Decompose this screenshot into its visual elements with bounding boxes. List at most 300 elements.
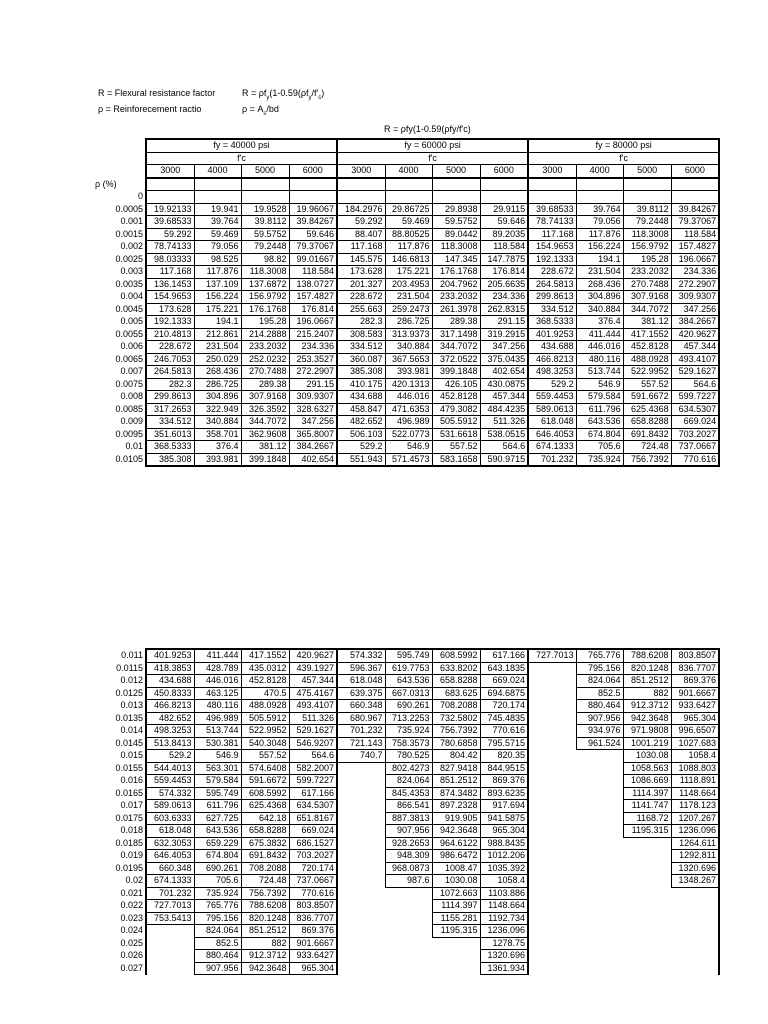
table-cell: 204.7962 bbox=[432, 278, 480, 291]
table-cell: 39.84267 bbox=[671, 203, 719, 216]
fc-value-header: 6000 bbox=[289, 165, 337, 178]
table-row bbox=[94, 328, 719, 341]
table-cell: 919.905 bbox=[432, 812, 480, 825]
table-cell: 1348.267 bbox=[671, 875, 719, 888]
table-cell: 176.814 bbox=[289, 303, 337, 316]
table-cell: 658.8288 bbox=[241, 825, 289, 838]
table-cell: 264.5813 bbox=[146, 366, 194, 379]
fc-label: f'c bbox=[337, 152, 528, 165]
table-cell: 564.6 bbox=[671, 378, 719, 391]
table-cell: 1155.281 bbox=[432, 912, 480, 925]
table-cell: 1030.08 bbox=[623, 750, 671, 763]
blank-header-cell bbox=[289, 178, 337, 191]
fc-value-header: 5000 bbox=[241, 165, 289, 178]
table-cell: 690.261 bbox=[385, 700, 432, 713]
rho-value: 0.0175 bbox=[115, 812, 143, 823]
table-cell: 340.884 bbox=[194, 416, 241, 429]
table-cell: 522.0773 bbox=[385, 428, 432, 441]
table-cell: 351.6013 bbox=[146, 428, 194, 441]
table-cell: 89.0442 bbox=[432, 228, 480, 241]
table-cell: 203.4953 bbox=[385, 278, 432, 291]
fy-header-row bbox=[94, 139, 719, 152]
table-cell bbox=[576, 800, 623, 813]
table-cell: 410.175 bbox=[337, 378, 385, 391]
table-cell: 420.1313 bbox=[385, 378, 432, 391]
table-cell: 880.464 bbox=[194, 950, 241, 963]
table-cell: 683.625 bbox=[432, 687, 480, 700]
table-cell: 907.956 bbox=[576, 712, 623, 725]
table-cell: 589.0613 bbox=[146, 800, 194, 813]
table-cell bbox=[576, 750, 623, 763]
table-cell: 1320.696 bbox=[671, 862, 719, 875]
table-cell: 505.5912 bbox=[432, 416, 480, 429]
fc-value-header: 5000 bbox=[432, 165, 480, 178]
corner-cell bbox=[94, 165, 146, 178]
table-cell: 1001.219 bbox=[623, 737, 671, 750]
table-cell bbox=[576, 775, 623, 788]
table-cell bbox=[528, 687, 576, 700]
table-cell: 540.3048 bbox=[241, 737, 289, 750]
table-cell: 844.9515 bbox=[480, 762, 528, 775]
table-cell bbox=[576, 837, 623, 850]
r-formula-sub: y bbox=[266, 94, 270, 101]
table-cell bbox=[337, 950, 385, 963]
table-row bbox=[94, 712, 719, 725]
table-cell: 948.309 bbox=[385, 850, 432, 863]
table-cell: 259.2473 bbox=[385, 303, 432, 316]
table-row bbox=[94, 950, 719, 963]
table-cell: 234.336 bbox=[671, 266, 719, 279]
rho-value: 0.0155 bbox=[115, 762, 143, 773]
table-cell: 270.7488 bbox=[623, 278, 671, 291]
table-cell: 851.2512 bbox=[241, 925, 289, 938]
table-cell: 803.8507 bbox=[289, 900, 337, 913]
table-cell bbox=[576, 887, 623, 900]
table-cell: 965.304 bbox=[480, 825, 528, 838]
table-cell: 820.1248 bbox=[241, 912, 289, 925]
table-row bbox=[94, 228, 719, 241]
table-cell: 399.1848 bbox=[241, 453, 289, 466]
table-cell: 546.9 bbox=[385, 441, 432, 454]
table-cell bbox=[528, 762, 576, 775]
table-cell: 632.3053 bbox=[146, 837, 194, 850]
table-cell: 234.336 bbox=[289, 341, 337, 354]
table-cell: 385.308 bbox=[146, 453, 194, 466]
table-cell bbox=[623, 900, 671, 913]
table-cell: 365.8007 bbox=[289, 428, 337, 441]
rho-value: 0.0005 bbox=[115, 203, 143, 214]
table-cell: 557.52 bbox=[623, 378, 671, 391]
table-cell: 59.469 bbox=[194, 228, 241, 241]
table-cell: 758.3573 bbox=[385, 737, 432, 750]
table-cell: 417.1552 bbox=[623, 328, 671, 341]
table-cell: 691.8432 bbox=[623, 428, 671, 441]
table-cell: 788.6208 bbox=[623, 649, 671, 662]
table-cell: 475.4167 bbox=[289, 687, 337, 700]
table-cell: 268.436 bbox=[576, 278, 623, 291]
table-row bbox=[94, 291, 719, 304]
table-cell bbox=[385, 937, 432, 950]
table-cell: 463.125 bbox=[194, 687, 241, 700]
table-cell: 19.96067 bbox=[289, 203, 337, 216]
table-cell: 196.0667 bbox=[671, 253, 719, 266]
table-row bbox=[94, 216, 719, 229]
table-cell bbox=[241, 191, 289, 204]
table-cell bbox=[337, 887, 385, 900]
table-row bbox=[94, 900, 719, 913]
table-cell: 334.512 bbox=[146, 416, 194, 429]
table-row bbox=[94, 453, 719, 466]
table-cell: 261.3978 bbox=[432, 303, 480, 316]
table-cell: 376.4 bbox=[576, 316, 623, 329]
table-cell: 869.376 bbox=[480, 775, 528, 788]
table-cell: 511.326 bbox=[480, 416, 528, 429]
table-cell bbox=[576, 850, 623, 863]
legend-rho-definition: ρ = Reinforecement ractio bbox=[98, 104, 202, 114]
table-cell: 268.436 bbox=[194, 366, 241, 379]
table-cell: 869.376 bbox=[289, 925, 337, 938]
table-cell: 136.1453 bbox=[146, 278, 194, 291]
table-cell: 986.6472 bbox=[432, 850, 480, 863]
table-cell: 571.4573 bbox=[385, 453, 432, 466]
table-cell: 595.749 bbox=[194, 787, 241, 800]
table-cell: 39.68533 bbox=[528, 203, 576, 216]
table-cell: 559.4453 bbox=[528, 391, 576, 404]
table-cell: 658.8288 bbox=[432, 675, 480, 688]
table-cell bbox=[528, 925, 576, 938]
table-cell: 79.056 bbox=[576, 216, 623, 229]
fc-value-header: 5000 bbox=[623, 165, 671, 178]
table-cell: 246.7053 bbox=[146, 353, 194, 366]
table-cell: 674.804 bbox=[194, 850, 241, 863]
table-cell: 253.3527 bbox=[289, 353, 337, 366]
table-cell: 344.7072 bbox=[432, 341, 480, 354]
table-cell: 820.1248 bbox=[623, 662, 671, 675]
rho-value: 0.027 bbox=[120, 962, 143, 973]
table-row bbox=[94, 662, 719, 675]
r-formula-sub: c bbox=[318, 94, 322, 101]
table-cell bbox=[623, 862, 671, 875]
table-cell bbox=[337, 825, 385, 838]
table-cell: 375.0435 bbox=[480, 353, 528, 366]
table-cell: 1058.4 bbox=[671, 750, 719, 763]
table-cell: 611.796 bbox=[194, 800, 241, 813]
table-cell: 184.2976 bbox=[337, 203, 385, 216]
table-cell: 175.221 bbox=[385, 266, 432, 279]
table-cell: 634.5307 bbox=[671, 403, 719, 416]
table-cell: 195.28 bbox=[241, 316, 289, 329]
table-cell: 660.348 bbox=[146, 862, 194, 875]
rho-value: 0.01 bbox=[125, 441, 143, 452]
table-cell: 824.064 bbox=[194, 925, 241, 938]
table-cell: 887.3813 bbox=[385, 812, 432, 825]
table-cell: 79.37067 bbox=[671, 216, 719, 229]
table-cell: 29.9115 bbox=[480, 203, 528, 216]
table-cell bbox=[576, 762, 623, 775]
table-cell: 928.2653 bbox=[385, 837, 432, 850]
table-cell: 882 bbox=[623, 687, 671, 700]
table-cell: 686.1527 bbox=[289, 837, 337, 850]
table-cell: 347.256 bbox=[480, 341, 528, 354]
table-cell: 1072.663 bbox=[432, 887, 480, 900]
table-cell: 157.4827 bbox=[671, 241, 719, 254]
table-cell: 627.725 bbox=[194, 812, 241, 825]
table-cell: 753.5413 bbox=[146, 912, 194, 925]
table-cell: 252.0232 bbox=[241, 353, 289, 366]
table-cell: 231.504 bbox=[194, 341, 241, 354]
table-cell: 317.1498 bbox=[432, 328, 480, 341]
table-cell: 780.6858 bbox=[432, 737, 480, 750]
table-cell: 19.92133 bbox=[146, 203, 194, 216]
table-row bbox=[94, 737, 719, 750]
table-cell: 334.512 bbox=[528, 303, 576, 316]
table-cell: 291.15 bbox=[289, 378, 337, 391]
table-cell: 138.0727 bbox=[289, 278, 337, 291]
table-cell: 117.168 bbox=[528, 228, 576, 241]
table-cell: 740.7 bbox=[337, 750, 385, 763]
table-cell: 591.6672 bbox=[623, 391, 671, 404]
table-cell: 496.989 bbox=[194, 712, 241, 725]
table-cell: 965.304 bbox=[289, 962, 337, 975]
table-cell: 720.174 bbox=[289, 862, 337, 875]
table-cell: 933.6427 bbox=[289, 950, 337, 963]
table-row bbox=[94, 812, 719, 825]
table-cell: 39.764 bbox=[194, 216, 241, 229]
table-cell: 713.2253 bbox=[385, 712, 432, 725]
table-cell: 646.4053 bbox=[146, 850, 194, 863]
table-cell bbox=[337, 800, 385, 813]
table-cell: 79.37067 bbox=[289, 241, 337, 254]
table-cell bbox=[528, 937, 576, 950]
table-cell: 1192.734 bbox=[480, 912, 528, 925]
table-cell: 737.0667 bbox=[671, 441, 719, 454]
rho-value: 0.012 bbox=[120, 675, 143, 686]
table-cell: 845.4353 bbox=[385, 787, 432, 800]
table-cell: 154.9653 bbox=[528, 241, 576, 254]
table-cell: 1207.267 bbox=[671, 812, 719, 825]
table-row bbox=[94, 253, 719, 266]
table-cell: 599.7227 bbox=[289, 775, 337, 788]
table-cell: 192.1333 bbox=[146, 316, 194, 329]
table-row bbox=[94, 850, 719, 863]
table-cell: 546.9207 bbox=[289, 737, 337, 750]
table-cell bbox=[337, 962, 385, 975]
table-cell bbox=[337, 937, 385, 950]
table-cell bbox=[576, 937, 623, 950]
table-cell bbox=[432, 950, 480, 963]
table-cell bbox=[146, 191, 194, 204]
table-cell: 59.292 bbox=[337, 216, 385, 229]
table-cell: 546.9 bbox=[576, 378, 623, 391]
rho-value: 0.0075 bbox=[115, 378, 143, 389]
table-cell: 402.654 bbox=[289, 453, 337, 466]
table-cell: 173.628 bbox=[146, 303, 194, 316]
table-cell: 1086.669 bbox=[623, 775, 671, 788]
table-cell: 1141.747 bbox=[623, 800, 671, 813]
table-cell: 59.646 bbox=[480, 216, 528, 229]
table-cell: 173.628 bbox=[337, 266, 385, 279]
table-cell: 964.6122 bbox=[432, 837, 480, 850]
table-cell: 1058.4 bbox=[480, 875, 528, 888]
table-cell: 529.1627 bbox=[671, 366, 719, 379]
table-cell: 420.9627 bbox=[671, 328, 719, 341]
table-row bbox=[94, 341, 719, 354]
table-cell bbox=[623, 887, 671, 900]
table-cell: 803.8507 bbox=[671, 649, 719, 662]
table-row bbox=[94, 962, 719, 975]
table-cell: 358.701 bbox=[194, 428, 241, 441]
rho-value: 0.002 bbox=[120, 241, 143, 252]
table-row bbox=[94, 366, 719, 379]
rho-value: 0.022 bbox=[120, 900, 143, 911]
table-cell: 59.5752 bbox=[432, 216, 480, 229]
table-cell: 579.584 bbox=[194, 775, 241, 788]
table-cell: 961.524 bbox=[576, 737, 623, 750]
table-cell: 212.861 bbox=[194, 328, 241, 341]
table-cell: 291.15 bbox=[480, 316, 528, 329]
table-cell: 156.224 bbox=[194, 291, 241, 304]
table-cell: 215.2407 bbox=[289, 328, 337, 341]
table-row bbox=[94, 303, 719, 316]
table-cell: 452.8128 bbox=[432, 391, 480, 404]
table-cell: 735.924 bbox=[576, 453, 623, 466]
table-cell: 987.6 bbox=[385, 875, 432, 888]
table-cell: 531.6618 bbox=[432, 428, 480, 441]
table-cell bbox=[337, 875, 385, 888]
fy-header-40000: fy = 40000 psi bbox=[146, 139, 337, 152]
table-cell: 705.6 bbox=[194, 875, 241, 888]
table-cell bbox=[385, 912, 432, 925]
rho-value: 0.007 bbox=[120, 366, 143, 377]
table-cell: 434.688 bbox=[528, 341, 576, 354]
table-cell: 618.048 bbox=[337, 675, 385, 688]
table-cell: 29.86725 bbox=[385, 203, 432, 216]
table-cell: 228.672 bbox=[337, 291, 385, 304]
table-cell: 470.5 bbox=[241, 687, 289, 700]
table-cell: 669.024 bbox=[289, 825, 337, 838]
table-cell: 583.1658 bbox=[432, 453, 480, 466]
table-cell bbox=[146, 962, 194, 975]
table-cell: 619.7753 bbox=[385, 662, 432, 675]
table-cell: 625.4368 bbox=[623, 403, 671, 416]
table-cell: 544.4013 bbox=[146, 762, 194, 775]
blank-header-cell bbox=[241, 178, 289, 191]
table-cell: 737.0667 bbox=[289, 875, 337, 888]
table-cell: 98.525 bbox=[194, 253, 241, 266]
rho-value: 0.0125 bbox=[115, 687, 143, 698]
table-cell: 996.6507 bbox=[671, 725, 719, 738]
table-cell: 446.016 bbox=[385, 391, 432, 404]
fc-value-header: 6000 bbox=[671, 165, 719, 178]
table-cell: 340.884 bbox=[576, 303, 623, 316]
table-cell: 286.725 bbox=[194, 378, 241, 391]
table-cell bbox=[528, 800, 576, 813]
table-cell bbox=[528, 812, 576, 825]
table-cell: 596.367 bbox=[337, 662, 385, 675]
fc-label-row bbox=[94, 152, 719, 165]
table-row bbox=[94, 316, 719, 329]
table-cell: 368.5333 bbox=[146, 441, 194, 454]
table-cell: 988.8435 bbox=[480, 837, 528, 850]
table-cell: 428.789 bbox=[194, 662, 241, 675]
table-cell: 674.804 bbox=[576, 428, 623, 441]
table-cell: 599.7227 bbox=[671, 391, 719, 404]
table-cell: 912.3712 bbox=[241, 950, 289, 963]
fy-header-80000: fy = 80000 psi bbox=[528, 139, 719, 152]
table-cell: 708.2088 bbox=[241, 862, 289, 875]
table-row bbox=[94, 762, 719, 775]
table-cell: 827.9418 bbox=[432, 762, 480, 775]
table-cell: 1012.206 bbox=[480, 850, 528, 863]
table-row bbox=[94, 837, 719, 850]
table-cell: 309.9307 bbox=[289, 391, 337, 404]
table-cell bbox=[337, 900, 385, 913]
table-cell bbox=[623, 191, 671, 204]
table-cell: 1114.397 bbox=[623, 787, 671, 800]
fc-values-row bbox=[94, 165, 719, 178]
table-cell: 231.504 bbox=[576, 266, 623, 279]
table-cell: 603.6333 bbox=[146, 812, 194, 825]
table-cell: 194.1 bbox=[194, 316, 241, 329]
table-cell: 304.896 bbox=[194, 391, 241, 404]
table-cell: 78.74133 bbox=[528, 216, 576, 229]
table-cell: 522.9952 bbox=[623, 366, 671, 379]
fc-value-header: 4000 bbox=[576, 165, 623, 178]
table-cell: 1195.315 bbox=[432, 925, 480, 938]
rho-value: 0.016 bbox=[120, 775, 143, 786]
table-cell: 511.326 bbox=[289, 712, 337, 725]
table-cell: 643.1835 bbox=[480, 662, 528, 675]
table-cell: 788.6208 bbox=[241, 900, 289, 913]
table-cell: 701.232 bbox=[337, 725, 385, 738]
table-cell: 756.7392 bbox=[432, 725, 480, 738]
blank-header-cell bbox=[480, 178, 528, 191]
rho-value: 0.0145 bbox=[115, 737, 143, 748]
table-cell: 608.5992 bbox=[432, 649, 480, 662]
table-cell: 901.6667 bbox=[671, 687, 719, 700]
table-cell: 458.847 bbox=[337, 403, 385, 416]
table-cell: 965.304 bbox=[671, 712, 719, 725]
table-cell bbox=[528, 675, 576, 688]
table-cell: 466.8213 bbox=[146, 700, 194, 713]
rho-formula-sub: s bbox=[263, 110, 267, 117]
table-cell: 176.814 bbox=[480, 266, 528, 279]
table-cell: 498.3253 bbox=[146, 725, 194, 738]
table-cell: 1030.08 bbox=[432, 875, 480, 888]
table-cell: 147.345 bbox=[432, 253, 480, 266]
table-cell bbox=[528, 750, 576, 763]
table-cell: 446.016 bbox=[576, 341, 623, 354]
table-row bbox=[94, 725, 719, 738]
table-cell: 496.989 bbox=[385, 416, 432, 429]
table-cell: 59.292 bbox=[146, 228, 194, 241]
table-cell: 659.229 bbox=[194, 837, 241, 850]
table-cell: 618.048 bbox=[528, 416, 576, 429]
fc-label: f'c bbox=[528, 152, 719, 165]
table-cell: 574.332 bbox=[337, 649, 385, 662]
table-cell: 479.3082 bbox=[432, 403, 480, 416]
table-cell bbox=[576, 787, 623, 800]
table-cell: 795.156 bbox=[576, 662, 623, 675]
table-row bbox=[94, 203, 719, 216]
table-cell bbox=[528, 700, 576, 713]
table-cell bbox=[528, 825, 576, 838]
table-cell: 582.2007 bbox=[289, 762, 337, 775]
table-cell: 942.3648 bbox=[623, 712, 671, 725]
table-row bbox=[94, 887, 719, 900]
table-cell: 559.4453 bbox=[146, 775, 194, 788]
table-cell: 39.8112 bbox=[623, 203, 671, 216]
